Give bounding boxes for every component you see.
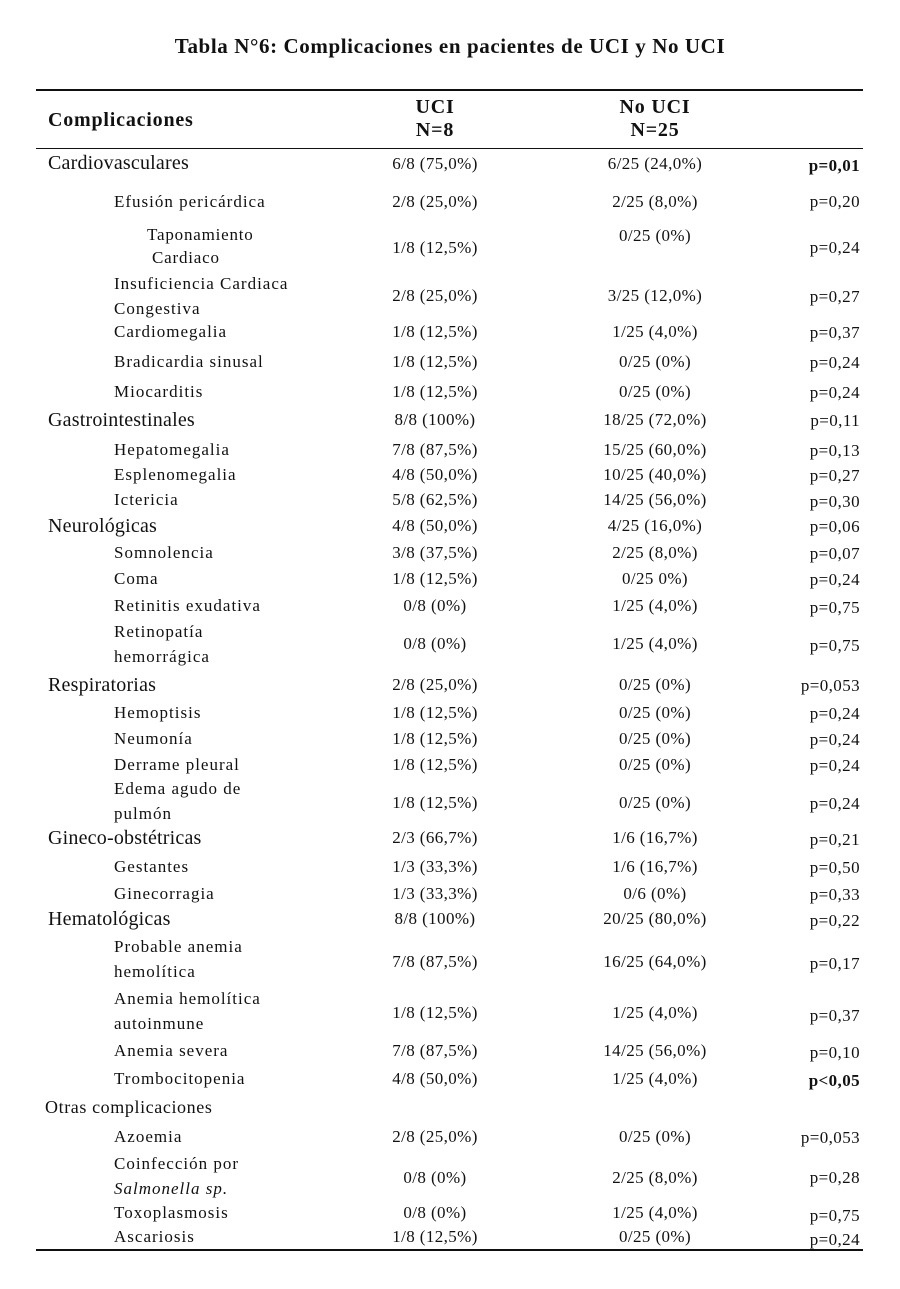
row-label-line2: Salmonella sp.	[114, 1179, 229, 1198]
row-label: Edema agudo de	[114, 779, 242, 798]
row-label: Bradicardia sinusal	[114, 352, 264, 371]
row-label: Hematológicas	[48, 908, 171, 930]
no-uci-value: 2/25 (8,0%)	[612, 192, 698, 211]
p-value: p=0,75	[809, 598, 860, 617]
no-uci-value: 0/25 (0%)	[618, 729, 692, 748]
header-no-uci	[580, 96, 730, 142]
p-value: p=0,75	[809, 636, 860, 655]
row-label-line2: Congestiva	[114, 299, 201, 318]
uci-value: 0/8 (0%)	[403, 634, 467, 653]
no-uci-value: 14/25 (56,0%)	[603, 1041, 707, 1060]
uci-value: 1/8 (12,5%)	[392, 729, 478, 748]
row-label: Gestantes	[114, 857, 190, 876]
uci-value: 8/8 (100%)	[394, 909, 476, 928]
row-label-line2: hemolítica	[114, 962, 196, 981]
uci-value: 1/8 (12,5%)	[392, 1227, 478, 1246]
p-value: p=0,20	[809, 192, 860, 211]
row-label: Gineco-obstétricas	[48, 827, 202, 849]
row-label: Ginecorragia	[114, 884, 215, 903]
no-uci-value: 0/25 (0%)	[618, 226, 692, 245]
row-label: Ictericia	[114, 490, 179, 509]
row-label: Trombocitopenia	[114, 1069, 246, 1088]
uci-value: 2/8 (25,0%)	[392, 286, 478, 305]
row-label: Neurológicas	[48, 515, 158, 537]
uci-value: 4/8 (50,0%)	[392, 516, 478, 535]
header-no-uci-n: N=25	[630, 119, 680, 141]
p-value: p=0,33	[809, 885, 860, 904]
uci-value: 8/8 (100%)	[394, 410, 476, 429]
no-uci-value: 15/25 (60,0%)	[603, 440, 707, 459]
row-label: Derrame pleural	[114, 755, 240, 774]
no-uci-value: 18/25 (72,0%)	[603, 410, 707, 429]
p-value: p=0,24	[809, 353, 860, 372]
row-label: Taponamiento	[147, 225, 254, 244]
row-label: Anemia hemolítica	[114, 989, 261, 1008]
p-value: p=0,24	[809, 1230, 860, 1249]
header-uci-label: UCI	[415, 96, 455, 118]
top-rule	[36, 89, 863, 91]
header-rule	[36, 148, 863, 149]
no-uci-value: 6/25 (24,0%)	[607, 154, 703, 173]
p-value: p<0,05	[808, 1071, 860, 1090]
row-label: Somnolencia	[114, 543, 214, 562]
row-label: Respiratorias	[48, 674, 157, 696]
p-value: p=0,24	[809, 730, 860, 749]
no-uci-value: 0/25 (0%)	[618, 1227, 692, 1246]
p-value: p=0,06	[809, 517, 860, 536]
bottom-rule	[36, 1249, 863, 1251]
no-uci-value: 0/25 (0%)	[618, 1127, 692, 1146]
header-uci	[360, 96, 510, 142]
p-value: p=0,21	[809, 830, 860, 849]
uci-value: 1/8 (12,5%)	[392, 352, 478, 371]
uci-value: 1/8 (12,5%)	[392, 755, 478, 774]
p-value: p=0,13	[809, 441, 860, 460]
p-value: p=0,22	[809, 911, 860, 930]
no-uci-value: 1/25 (4,0%)	[612, 1003, 698, 1022]
no-uci-value: 16/25 (64,0%)	[603, 952, 707, 971]
no-uci-value: 0/25 (0%)	[618, 675, 692, 694]
uci-value: 1/8 (12,5%)	[392, 793, 478, 812]
uci-value: 0/8 (0%)	[403, 596, 467, 615]
uci-value: 1/8 (12,5%)	[392, 238, 478, 257]
uci-value: 4/8 (50,0%)	[392, 1069, 478, 1088]
p-value: p=0,053	[800, 676, 860, 695]
row-label: Cardiovasculares	[48, 152, 189, 174]
row-label: Esplenomegalia	[114, 465, 237, 484]
p-value: p=0,07	[809, 544, 860, 563]
p-value: p=0,053	[800, 1128, 860, 1147]
p-value: p=0,24	[809, 383, 860, 402]
uci-value: 7/8 (87,5%)	[392, 952, 478, 971]
uci-value: 3/8 (37,5%)	[392, 543, 478, 562]
uci-value: 5/8 (62,5%)	[392, 490, 478, 509]
row-label: Neumonía	[114, 729, 193, 748]
uci-value: 1/8 (12,5%)	[392, 1003, 478, 1022]
uci-value: 2/8 (25,0%)	[392, 1127, 478, 1146]
row-label-line2: autoinmune	[114, 1014, 205, 1033]
no-uci-value: 20/25 (80,0%)	[603, 909, 707, 928]
row-label-line2: pulmón	[114, 804, 172, 823]
no-uci-value: 10/25 (40,0%)	[603, 465, 707, 484]
table-title: Tabla N°6: Complicaciones en pacientes de UCI y No UCI	[174, 34, 726, 58]
uci-value: 1/8 (12,5%)	[392, 322, 478, 341]
no-uci-value: 2/25 (8,0%)	[612, 543, 698, 562]
row-label: Azoemia	[114, 1127, 183, 1146]
p-value: p=0,37	[809, 323, 860, 342]
p-value: p=0,10	[809, 1043, 860, 1062]
row-label: Anemia severa	[114, 1041, 229, 1060]
row-label: Probable anemia	[114, 937, 243, 956]
p-value: p=0,11	[810, 411, 860, 430]
uci-value: 2/8 (25,0%)	[392, 675, 478, 694]
row-label: Retinitis exudativa	[114, 596, 261, 615]
no-uci-value: 1/25 (4,0%)	[612, 596, 698, 615]
row-label: Miocarditis	[114, 382, 204, 401]
no-uci-value: 0/25 (0%)	[618, 755, 692, 774]
no-uci-value: 1/6 (16,7%)	[612, 828, 698, 847]
header-no-uci-label: No UCI	[619, 96, 691, 118]
row-label: Retinopatía	[114, 622, 204, 641]
p-value: p=0,24	[809, 570, 860, 589]
p-value: p=0,30	[809, 492, 860, 511]
uci-value: 6/8 (75,0%)	[392, 154, 478, 173]
p-value: p=0,27	[809, 287, 860, 306]
uci-value: 7/8 (87,5%)	[392, 1041, 478, 1060]
p-value: p=0,24	[809, 704, 860, 723]
row-label: Hepatomegalia	[114, 440, 230, 459]
p-value: p=0,28	[809, 1168, 860, 1187]
p-value: p=0,17	[809, 954, 860, 973]
no-uci-value: 0/25 0%)	[622, 569, 688, 588]
uci-value: 0/8 (0%)	[403, 1168, 467, 1187]
uci-value: 1/3 (33,3%)	[392, 857, 478, 876]
p-value: p=0,50	[809, 858, 860, 877]
no-uci-value: 0/25 (0%)	[618, 352, 692, 371]
uci-value: 1/8 (12,5%)	[392, 569, 478, 588]
row-label-line2: Cardiaco	[152, 248, 220, 267]
no-uci-value: 1/25 (4,0%)	[612, 322, 698, 341]
no-uci-value: 3/25 (12,0%)	[607, 286, 703, 305]
uci-value: 2/8 (25,0%)	[392, 192, 478, 211]
row-label: Cardiomegalia	[114, 322, 228, 341]
no-uci-value: 2/25 (8,0%)	[612, 1168, 698, 1187]
no-uci-value: 0/25 (0%)	[618, 793, 692, 812]
uci-value: 0/8 (0%)	[403, 1203, 467, 1222]
p-value: p=0,24	[809, 238, 860, 257]
uci-value: 2/3 (66,7%)	[392, 828, 478, 847]
p-value: p=0,37	[809, 1006, 860, 1025]
row-label: Coinfección por	[114, 1154, 239, 1173]
header-uci-n: N=8	[415, 119, 455, 141]
uci-value: 1/8 (12,5%)	[392, 382, 478, 401]
no-uci-value: 14/25 (56,0%)	[603, 490, 707, 509]
no-uci-value: 4/25 (16,0%)	[607, 516, 703, 535]
no-uci-value: 0/25 (0%)	[618, 382, 692, 401]
p-value: p=0,75	[809, 1206, 860, 1225]
p-value: p=0,01	[808, 156, 860, 175]
header-complicaciones: Complicaciones	[48, 109, 194, 131]
no-uci-value: 1/25 (4,0%)	[612, 634, 698, 653]
no-uci-value: 0/6 (0%)	[623, 884, 687, 903]
no-uci-value: 1/25 (4,0%)	[612, 1203, 698, 1222]
row-label: Hemoptisis	[114, 703, 202, 722]
row-label-line2: hemorrágica	[114, 647, 210, 666]
uci-value: 1/8 (12,5%)	[392, 703, 478, 722]
row-label: Ascariosis	[114, 1227, 195, 1246]
row-label: Toxoplasmosis	[114, 1203, 229, 1222]
uci-value: 1/3 (33,3%)	[392, 884, 478, 903]
row-label: Coma	[114, 569, 159, 588]
row-label: Otras complicaciones	[45, 1097, 213, 1117]
no-uci-value: 1/6 (16,7%)	[612, 857, 698, 876]
p-value: p=0,27	[809, 466, 860, 485]
row-label: Gastrointestinales	[48, 409, 195, 431]
no-uci-value: 0/25 (0%)	[618, 703, 692, 722]
p-value: p=0,24	[809, 756, 860, 775]
p-value: p=0,24	[809, 794, 860, 813]
uci-value: 4/8 (50,0%)	[392, 465, 478, 484]
row-label: Insuficiencia Cardiaca	[114, 274, 289, 293]
no-uci-value: 1/25 (4,0%)	[612, 1069, 698, 1088]
row-label: Efusión pericárdica	[114, 192, 266, 211]
uci-value: 7/8 (87,5%)	[392, 440, 478, 459]
